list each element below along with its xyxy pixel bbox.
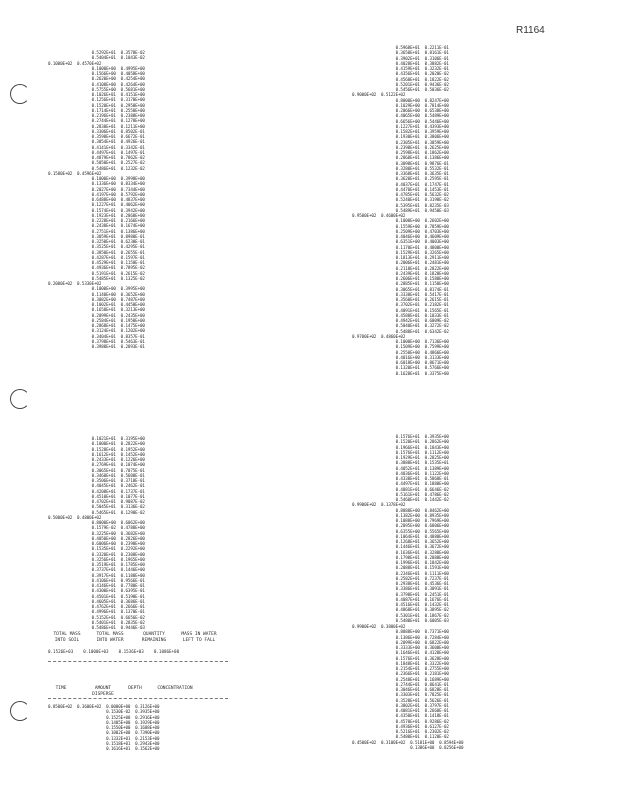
data-row: 0.5401E+01 0.2835E-02 <box>48 619 145 625</box>
data-row: 0.3386E+01 0.3091E-01 <box>352 586 449 592</box>
time-header-depth: DEPTH <box>128 686 142 691</box>
punch-hole-top <box>10 84 30 104</box>
data-row: 0.5201E+01 0.9436E-02 <box>352 81 449 87</box>
data-row: 0.2099E+00 0.6822E+00 <box>352 639 449 645</box>
data-row: 0.1714E+01 0.2558E+00 <box>48 107 145 113</box>
data-row: 0.1576E+01 0.3935E+00 <box>352 434 449 439</box>
data-row: 0.4868E+01 0.3895E-02 <box>352 607 449 613</box>
data-row: 0.1227E+01 0.4393E+00 <box>352 123 449 129</box>
data-row: 0.5456E+01 0.5036E-02 <box>352 87 449 92</box>
data-row: 0.3598E+01 0.6672E-01 <box>48 134 145 139</box>
data-row: 0.2868E+01 0.1475E+00 <box>48 323 145 328</box>
data-block-top-right <box>352 45 449 376</box>
data-row: 0.4037E+01 0.1747E-01 <box>352 181 449 187</box>
data-row: 0.8888E+00 0.7371E+00 <box>352 629 449 635</box>
data-row: 0.1000E+00 0.3998E+00 <box>48 176 145 181</box>
time-header-time: TIME <box>55 686 67 691</box>
data-row: 0.5240E+01 0.3198E-02 <box>352 197 449 203</box>
data-row: 0.1021E+01 0.3195E+00 <box>48 436 145 441</box>
data-row: 0.1525E+00 0.2916E+00 <box>48 714 160 720</box>
data-row: 0.1576E+01 0.1112E+00 <box>352 449 449 455</box>
data-row: 0.4356E+01 0.2020E-02 <box>352 71 449 77</box>
data-row: 0.3902E+01 0.3106E-01 <box>352 55 449 61</box>
data-row: 0.4159E+01 0.3232E-01 <box>352 66 449 71</box>
data-row: 0.4996E+01 0.1370E-01 <box>48 609 145 615</box>
data-row: 0.2885E+01 0.1158E+00 <box>352 281 449 287</box>
data-row: 0.1576E+01 0.3628E+00 <box>352 655 449 661</box>
data-row: 0.3506E+01 0.3718E-01 <box>48 478 145 483</box>
data-row: 0.1628E+01 0.3375E+00 <box>352 370 449 376</box>
summary-header-remaining: QUANTITY REMAINING <box>141 632 167 643</box>
data-row: 0.6351E+00 0.4003E+00 <box>352 239 449 245</box>
data-row: 0.1382E+00 0.8935E+00 <box>352 512 449 518</box>
data-row: 0.3065E+01 0.7075E-01 <box>48 467 145 473</box>
data-row: 0.6006E+00 0.2390E+00 <box>48 541 145 546</box>
data-row: 0.4016E+00 0.3133E+00 <box>352 354 449 360</box>
data-row: 0.4081E+01 0.2668E-01 <box>352 708 449 713</box>
data-row: 0.5045E+01 0.3136E-02 <box>48 504 145 510</box>
data-block-top-left <box>48 50 145 349</box>
data-row: 0.3460E+01 0.5608E-01 <box>48 472 145 478</box>
data-row: 0.4762E+01 0.2666E-01 <box>48 604 145 609</box>
data-row: 0.5755E+00 0.5681E+00 <box>48 86 145 92</box>
summary-header-water: TOTAL MASS INTO WATER <box>96 632 124 643</box>
data-row: 0.2154E+01 0.2755E+00 <box>352 666 449 671</box>
data-row: 0.1612E+01 0.1452E+00 <box>48 451 145 457</box>
summary-header-soil: TOTAL MASS INTO SOIL <box>53 632 81 643</box>
data-row: 0.4065E+00 0.5489E+00 <box>352 113 449 119</box>
data-row: 0.9900E+02 0.1378E+02 <box>352 502 406 508</box>
data-row: 0.1000E+00 0.3995E+00 <box>48 286 145 292</box>
data-row: 0.1064E+01 0.4888E+00 <box>352 533 449 539</box>
data-row: 0.3650E+01 0.8161E-01 <box>352 50 449 56</box>
data-row: 0.3059E+01 0.8980E-01 <box>48 233 145 239</box>
data-row: 0.2438E+01 0.1674E+00 <box>48 223 145 229</box>
data-row: 0.9900E+02 0.3800E+02 <box>352 624 406 629</box>
data-row: 0.1256E+01 0.3170E+00 <box>48 97 145 103</box>
data-row: 0.2000E+02 0.5330E+02 <box>48 281 102 286</box>
data-row: 0.1446E+01 0.3672E+00 <box>352 544 449 550</box>
data-row: 0.3333E+00 0.3600E+00 <box>352 645 449 650</box>
data-row: 0.1386E+00 0.7284E+00 <box>352 634 449 640</box>
data-row: 0.5395E+01 0.8235E-03 <box>352 202 449 208</box>
data-row: 0.4036E+01 0.1122E+00 <box>352 470 449 476</box>
data-row: 0.1529E+01 0.3265E+00 <box>352 249 449 255</box>
data-row: 0.5000E+02 0.4800E+02 <box>48 514 102 520</box>
data-row: 0.2305E+01 0.3059E+00 <box>352 139 449 145</box>
data-row: 0.1002E+00 0.7390E+00 <box>48 730 160 736</box>
data-row: 0.3854E+01 0.4926E-01 <box>48 139 145 145</box>
data-row: 0.4091E+01 0.1565E-01 <box>352 307 449 313</box>
time-header-concentration: CONCENTRATION <box>157 686 193 691</box>
data-row: 0.1405E+00 0.1929E+00 <box>48 719 160 725</box>
data-row: 0.6355E+00 0.5565E+00 <box>352 528 449 534</box>
data-row: 0.3620E+01 0.2595E-01 <box>352 176 449 182</box>
data-row: 0.2620E+00 0.4254E+00 <box>48 76 145 82</box>
data-row: 0.3225E+00 0.3682E+00 <box>48 530 145 536</box>
data-row: 0.2196E+01 0.2388E+00 <box>48 113 145 118</box>
data-row: 0.4287E+01 0.1597E-01 <box>48 254 145 260</box>
data-row: 0.3560E+01 0.2615E-01 <box>352 297 449 302</box>
data-row: 0.1520E+01 0.2862E+00 <box>352 439 449 445</box>
data-row: 0.1332E+01 0.2153E+00 <box>48 735 160 741</box>
data-row: 0.4470E+01 0.1453E-01 <box>352 186 449 192</box>
data-row: 0.1658E+01 0.3213E+00 <box>48 307 145 313</box>
data-row: 0.5486E+01 0.9446E-03 <box>48 625 145 630</box>
data-row: 0.3737E+01 0.1446E+00 <box>48 567 145 573</box>
data-row: 0.4881E+01 0.6646E-02 <box>352 486 449 492</box>
summary-divider <box>48 661 228 662</box>
data-row: 0.1088E+00 0.7969E+00 <box>352 518 449 523</box>
data-row: 0.3988E+01 0.2893E-01 <box>48 344 145 349</box>
data-row: 0.4605E+01 0.3686E-01 <box>48 598 145 604</box>
data-row: 0.4338E+01 0.5868E-01 <box>352 476 449 481</box>
summary-values: 0.1526E+03 0.1000E+03 0.1536E+03 0.1086E+00 <box>48 649 180 654</box>
data-row: 0.4497E+01 0.1497E-01 <box>48 149 145 155</box>
data-row: 0.4936E+01 0.6127E-02 <box>352 723 449 729</box>
data-row: 0.1530E-02 0.3935E+00 <box>48 709 160 715</box>
data-row: 0.1227E+01 0.4062E+00 <box>48 202 145 208</box>
data-row: 0.4568E+01 0.1822E-02 <box>352 76 449 82</box>
data-row: 0.3802E+01 0.3797E-01 <box>352 702 449 708</box>
data-row: 0.1848E+01 0.3322E+00 <box>352 660 449 666</box>
data-row: 0.5292E+01 0.3578E-02 <box>48 50 145 55</box>
data-row: 0.3065E+01 0.8174E-01 <box>352 286 449 292</box>
data-row: 0.4500E+02 0.3100E+02 0.5181E+00 0.8594E+00 <box>352 739 464 745</box>
data-block-bottom-left <box>48 436 145 630</box>
data-row: 0.6488E+00 0.4837E+00 <box>48 197 145 202</box>
data-row: 0.5216E+01 0.2302E-02 <box>352 729 449 734</box>
data-row: 0.4045E+01 0.2462E-01 <box>48 483 145 489</box>
data-row: 0.1566E+00 0.4058E+00 <box>48 71 145 76</box>
data-row: 0.4208E+01 0.1737E-01 <box>48 488 145 494</box>
data-row: 0.5488E+01 0.6342E-02 <box>352 328 449 334</box>
data-row: 0.1646E+01 0.4128E+00 <box>352 650 449 656</box>
data-row: 0.1170E+01 0.4800E+00 <box>352 244 449 250</box>
data-row: 0.1000E+01 0.2822E+00 <box>48 441 145 447</box>
data-row: 0.2433E+01 0.1226E+00 <box>48 457 145 462</box>
data-row: 0.4050E+00 0.2826E+00 <box>48 535 145 541</box>
data-row: 0.3798E+01 0.2451E-01 <box>352 591 449 597</box>
data-row: 0.1582E+01 0.3959E+00 <box>352 129 449 134</box>
data-row: 0.5161E+01 0.4786E-02 <box>352 491 449 497</box>
data-row: 0.1140E+00 0.3652E+00 <box>48 291 145 297</box>
data-row: 0.1930E+01 0.3806E+00 <box>352 134 449 140</box>
data-row: 0.2838E+01 0.1211E+00 <box>48 123 145 129</box>
data-row: 0.3256E+01 0.1965E+00 <box>48 556 145 562</box>
data-row: 0.3303E+01 0.7825E-01 <box>352 692 449 698</box>
data-row: 0.1336E+00 0.8334E+00 <box>48 181 145 187</box>
data-row: 0.1616E+01 0.1562E+00 <box>48 746 160 751</box>
data-row: 0.2509E+00 0.4703E+00 <box>352 228 449 234</box>
data-row: 0.2744E+01 0.1278E+00 <box>48 118 145 124</box>
data-row: 0.3850E+01 0.2655E-01 <box>48 249 145 255</box>
data-row: 0.3520E+01 0.5626E-01 <box>352 697 449 703</box>
data-row: 0.4106E+01 0.9566E-01 <box>48 577 145 583</box>
data-row: 0.3888E+01 0.1535E+01 <box>352 460 449 466</box>
data-row: 0.4570E+01 0.9286E-02 <box>352 718 449 724</box>
data-row: 0.1580E+02 0.4596E+02 <box>48 170 102 176</box>
data-row: 0.3098E+01 0.9876E-01 <box>352 160 449 166</box>
data-row: 0.2099E+01 0.2435E+00 <box>48 312 145 318</box>
data-row: 0.1798E+01 0.2888E+00 <box>352 554 449 560</box>
data-row: 0.5152E+01 0.6656E-02 <box>48 614 145 620</box>
data-row: 0.2598E+01 0.1862E+00 <box>352 150 449 155</box>
data-row: 0.5050E+01 0.2527E-02 <box>48 160 145 166</box>
data-row: 0.1550E+00 0.1688E+00 <box>48 725 160 730</box>
data-row: 0.1559E+00 0.7859E+00 <box>352 223 449 229</box>
data-row: 0.4146E+01 0.7780E-01 <box>48 583 145 588</box>
data-row: 0.4497E+01 0.1880E+00 <box>352 481 449 487</box>
data-row: 0.2095E+00 0.6806E+00 <box>352 523 449 529</box>
data-row: 0.4516E+01 0.1432E-01 <box>352 602 449 607</box>
data-row: 0.1320E+01 0.5766E+00 <box>352 365 449 371</box>
data-row: 0.8888E+00 0.8462E+00 <box>352 507 449 513</box>
data-row: 0.1000E+00 0.7136E+00 <box>352 339 449 344</box>
data-block-time-table <box>48 704 159 751</box>
data-row: 0.1929E+01 0.2825E+00 <box>352 455 449 460</box>
data-row: 0.2744E+01 0.8641E-01 <box>352 681 449 687</box>
data-row: 0.5301E+01 0.1867E-02 <box>352 612 449 618</box>
data-row: 0.1520E+01 0.2958E+00 <box>48 102 145 108</box>
data-row: 0.2548E+01 0.1689E+00 <box>352 676 449 682</box>
data-row: 0.1636E+01 0.3288E+00 <box>352 549 449 555</box>
data-row: 0.2751E+01 0.1386E+00 <box>48 228 145 234</box>
data-row: 0.2066E+00 0.6538E+00 <box>352 108 449 113</box>
data-row: 0.4350E+01 0.1418E-01 <box>352 713 449 719</box>
data-row: 0.1966E+01 0.1843E+00 <box>352 444 449 450</box>
data-row: 0.1386E+00 0.8256E+00 <box>352 744 464 750</box>
data-row: 0.3404E+01 0.8357E-01 <box>48 333 145 339</box>
data-row: 0.4300E+01 0.6395E-01 <box>48 588 145 594</box>
data-row: 0.8000E+00 0.8247E+00 <box>352 97 449 103</box>
data-row: 0.4501E+01 0.5190E-01 <box>48 593 145 599</box>
data-row: 0.5480E+01 0.1120E-02 <box>352 734 449 740</box>
punch-hole-middle <box>10 389 30 409</box>
summary-header-left-to-fall: MASS IN WATER LEFT TO FALL <box>181 632 217 643</box>
data-row: 0.3702E+01 0.2182E-01 <box>352 302 449 308</box>
data-row: 0.9700E+02 0.4860E+02 <box>352 333 406 339</box>
data-row: 0.5465E+01 0.1290E-02 <box>48 509 145 515</box>
data-row: 0.4702E+01 0.9087E-02 <box>48 499 145 504</box>
data-row: 0.1574E+01 0.3942E+00 <box>48 207 145 213</box>
data-row: 0.1528E+01 0.1952E+00 <box>48 446 145 452</box>
data-row: 0.9000E+02 0.5122E+02 <box>352 92 406 98</box>
data-row: 0.2606E+01 0.1588E+00 <box>352 276 449 281</box>
data-row: 0.2228E+01 0.2166E+00 <box>48 218 145 223</box>
data-row: 0.3082E+00 0.7487E+00 <box>48 296 145 302</box>
data-row: 0.9500E+02 0.4600E+02 <box>352 213 406 218</box>
time-header-amount: AMOUNT DISPERSE <box>92 686 114 697</box>
data-row: 0.3798E+01 0.5463E-01 <box>48 338 145 344</box>
data-row: 0.3525E+01 0.4295E-01 <box>48 244 145 250</box>
data-row: 0.4879E+01 0.7862E-02 <box>48 155 145 160</box>
data-row: 0.1996E+01 0.1842E+00 <box>352 560 449 565</box>
data-row: 0.1026E+01 0.4151E+00 <box>48 92 145 97</box>
data-row: 0.1000E+02 0.4570E+02 <box>48 60 102 66</box>
data-row: 0.2398E+01 0.2625E+00 <box>352 144 449 150</box>
data-row: 0.1579E-02 0.4788E+00 <box>48 525 145 531</box>
data-row: 0.4529E+01 0.1158E-01 <box>48 260 145 265</box>
data-row: 0.2118E+01 0.2822E+00 <box>352 265 449 271</box>
data-row: 0.1923E+01 0.2860E+00 <box>48 212 145 218</box>
data-row: 0.1518E+01 0.2943E+00 <box>48 740 160 746</box>
data-row: 0.3250E+01 0.6230E-01 <box>48 239 145 244</box>
data-row: 0.4942E+01 0.6009E-02 <box>352 318 449 323</box>
data-block-bottom-right <box>352 434 449 623</box>
data-row: 0.4936E+01 0.7895E-02 <box>48 265 145 271</box>
data-row: 0.5460E+01 0.1442E-02 <box>352 497 449 502</box>
data-row: 0.4052E+01 0.1389E+00 <box>352 465 449 471</box>
data-row: 0.2439E+01 0.1828E+00 <box>352 270 449 276</box>
data-row: 0.4141E+01 0.3342E-01 <box>48 144 145 150</box>
page-id: R1164 <box>516 25 545 36</box>
data-row: 0.3368E+01 0.3635E-01 <box>352 171 449 176</box>
data-row: 0.2582E+01 0.7237E-01 <box>352 575 449 581</box>
data-row: 0.1002E+01 0.4450E+00 <box>48 302 145 307</box>
data-row: 0.2938E+01 0.4536E-01 <box>352 581 449 586</box>
data-row: 0.4197E+00 0.5792E+00 <box>48 191 145 197</box>
data-row: 0.5485E+01 0.1325E-02 <box>48 275 145 281</box>
data-block-bottom-right-2 <box>352 624 463 750</box>
data-row: 0.6656E+00 0.5446E+00 <box>352 118 449 124</box>
data-row: 0.2088E+01 0.1591E+00 <box>352 565 449 571</box>
data-row: 0.2346E+01 0.1111E+00 <box>352 570 449 576</box>
data-row: 0.5191E+01 0.2615E-02 <box>48 270 145 276</box>
data-row: 0.1000E+00 0.4995E+00 <box>48 65 145 71</box>
data-row: 0.2006E+01 0.2481E+00 <box>352 260 449 266</box>
time-header-divider <box>48 698 228 699</box>
data-row: 0.2550E+00 0.4866E+00 <box>352 349 449 355</box>
data-row: 0.3917E+01 0.1188E+00 <box>48 572 145 578</box>
data-row: 0.3124E+01 0.1202E+00 <box>48 328 145 334</box>
data-row: 0.1029E+00 0.7814E+00 <box>352 102 449 108</box>
data-row: 0.4108E+00 0.4264E+00 <box>48 81 145 87</box>
data-row: 0.4588E+01 0.1033E-01 <box>352 312 449 318</box>
data-row: 0.3320E+01 0.2308E+00 <box>48 551 145 557</box>
data-row: 0.2769E+01 0.1074E+00 <box>48 462 145 468</box>
data-row: 0.2584E+01 0.1958E+00 <box>48 317 145 323</box>
data-row: 0.3280E+01 0.5532E-01 <box>352 165 449 171</box>
data-row: 0.3338E+01 0.5417E-01 <box>352 291 449 297</box>
data-row: 0.4785E+01 0.5632E-02 <box>352 192 449 197</box>
data-row: 0.1000E+00 0.2602E+00 <box>352 218 449 224</box>
data-row: 0.5489E+01 0.9450E-03 <box>352 207 449 213</box>
data-row: 0.5486E+01 0.1232E-02 <box>48 165 145 171</box>
data-row: 0.1268E+01 0.3652E+00 <box>352 539 449 544</box>
data-row: 0.4028E+01 0.3882E-01 <box>352 60 449 66</box>
data-row: 0.1509E+00 0.7599E+00 <box>352 344 449 350</box>
data-row: 0.8000E+00 0.6062E+00 <box>48 520 145 525</box>
data-row: 0.3519E+01 0.1785E+00 <box>48 562 145 567</box>
data-row: 0.3306E+01 0.8502E-01 <box>48 128 145 134</box>
data-row: 0.8500E+02 0.3600E+02 0.0000E+00 0.3126E+00 <box>48 704 160 709</box>
punch-hole-bottom <box>10 701 30 721</box>
data-row: 0.4087E+01 0.1676E-01 <box>352 596 449 602</box>
data-row: 0.5968E+01 0.2211E-01 <box>352 45 449 50</box>
data-row: 0.4046E+00 0.4609E+00 <box>352 234 449 239</box>
data-row: 0.2868E+01 0.1386E+00 <box>352 155 449 161</box>
data-row: 0.5404E+01 0.1043E-02 <box>48 55 145 61</box>
data-row: 0.3046E+01 0.6828E-01 <box>352 687 449 692</box>
data-row: 0.4510E+01 0.1077E-01 <box>48 493 145 499</box>
data-row: 0.1535E+01 0.2292E+00 <box>48 546 145 552</box>
data-row: 0.2027E+00 0.7344E+00 <box>48 186 145 192</box>
data-row: 0.5480E+01 0.6005E-03 <box>352 617 449 623</box>
data-row: 0.2366E+01 0.2181E+00 <box>352 671 449 677</box>
data-row: 0.1813E+01 0.2911E+00 <box>352 255 449 260</box>
data-row: 0.6018E+00 0.8671E+00 <box>352 360 449 365</box>
data-row: 0.5040E+01 0.3272E-02 <box>352 323 449 329</box>
